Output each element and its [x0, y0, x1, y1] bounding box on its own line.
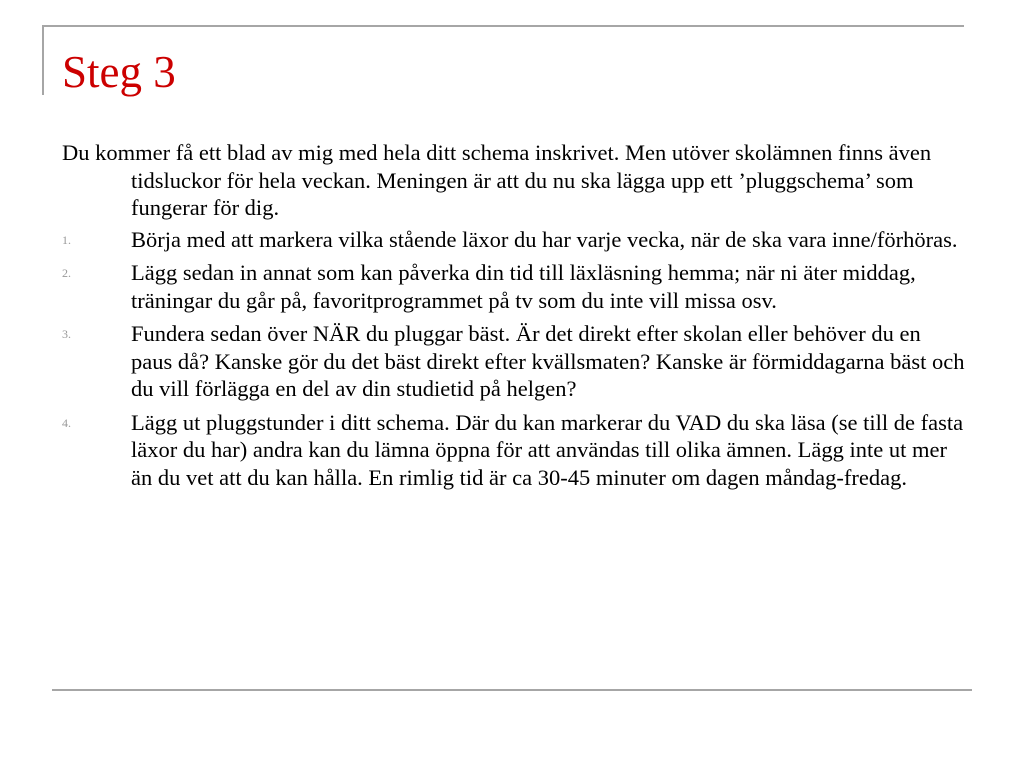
list-item-text: Lägg sedan in annat som kan påverka din tid till läxläsning hemma; när ni äter middag, träningar du går på, favoritprogrammet på tv som du inte vill missa osv. [131, 260, 916, 313]
list-item-number: 4. [62, 415, 71, 430]
frame-bottom-line [52, 689, 972, 691]
list-item-number: 2. [62, 266, 71, 280]
slide-body [62, 139, 967, 497]
slide-title: Steg 3 [62, 47, 176, 97]
list-item-text: Lägg ut pluggstunder i ditt schema. Där du kan markerar du VAD du ska läsa (se till de fasta läxor du har) andra kan du lämna öppna för att användas till olika ämnen. Lägg inte ut mer än du vet att du kan hålla. En rimlig tid är ca 30-45 minuter om dagen måndag-fredag. [131, 409, 964, 490]
list-item-number: 1. [62, 232, 71, 247]
intro-paragraph: Du kommer få ett blad av mig med hela ditt schema inskrivet. Men utöver skolämnen finns även tidsluckor för hela veckan. Meningen är att du nu ska lägga upp ett ’pluggschema’ som fungerar för dig. [62, 140, 932, 220]
list-item-text: Börja med att markera vilka stående läxor du har varje vecka, när de ska vara inne/förhöras. [131, 226, 958, 252]
list-item [62, 226, 967, 254]
list-item [62, 259, 967, 314]
list-item-text: Fundera sedan över NÄR du pluggar bäst. Är det direkt efter skolan eller behöver du en paus då? Kanske gör du det bäst direkt efter kvällsmaten? Kanske är förmiddagarna bäst och du vill förlägga en del av din studietid på helgen? [131, 321, 965, 401]
frame-left-line [42, 25, 44, 95]
frame-top-line [42, 25, 964, 27]
list-item-number: 3. [62, 327, 71, 341]
list-item [62, 409, 967, 492]
list-item [62, 320, 967, 403]
